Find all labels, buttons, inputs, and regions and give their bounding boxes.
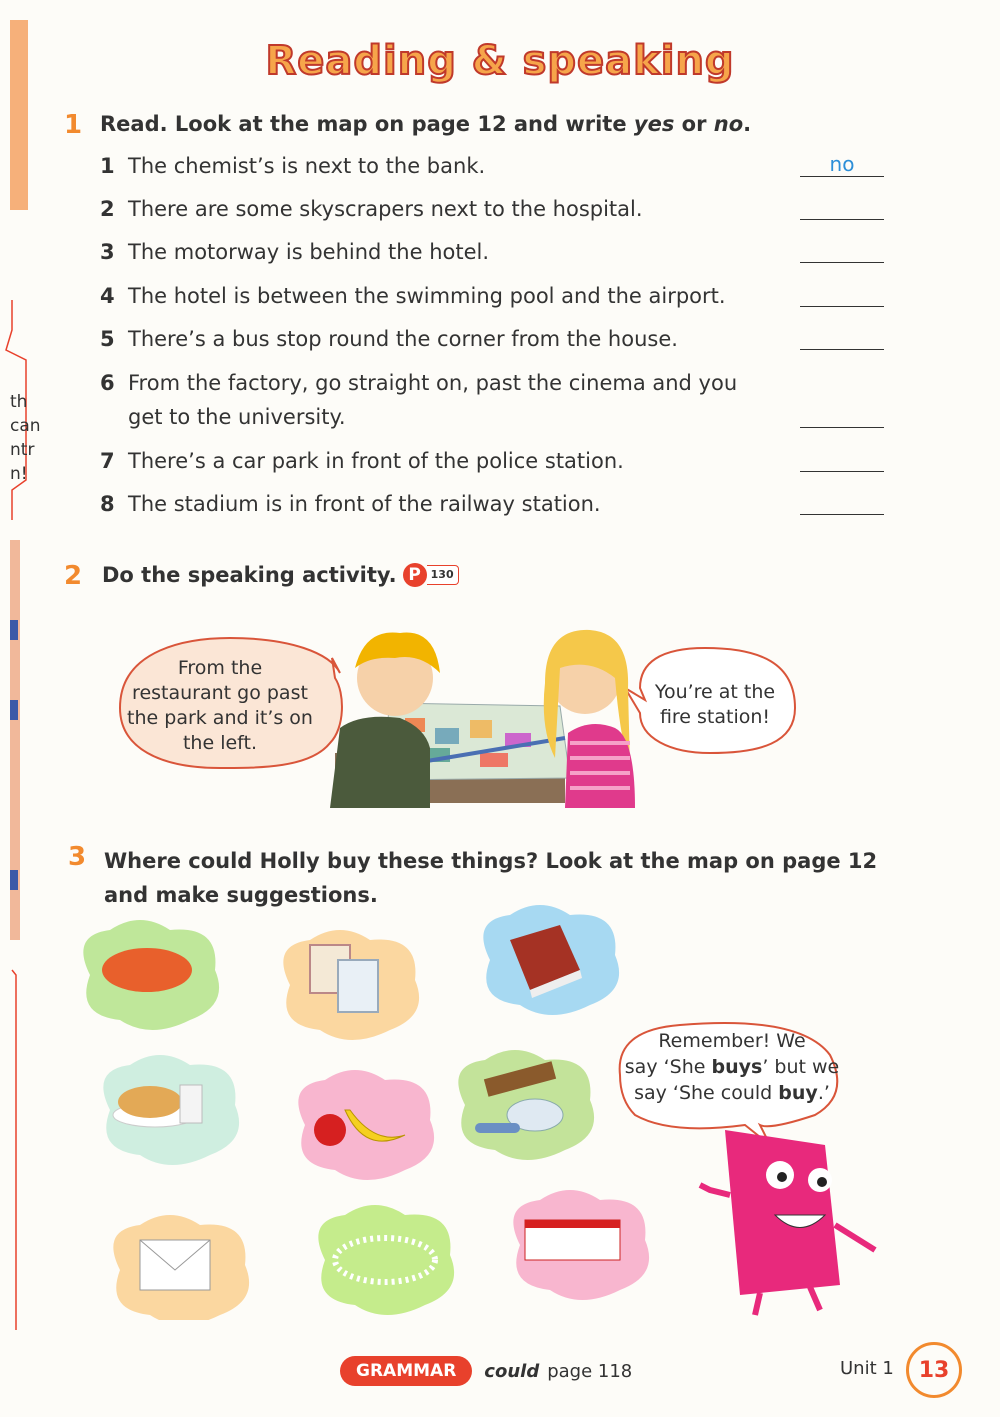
- instruction-line: and make suggestions.: [104, 883, 378, 907]
- item-text: There are some skyscrapers next to the hospital.: [128, 197, 643, 221]
- remember-line: Remember! We: [658, 1030, 806, 1052]
- item-number: 4: [100, 284, 115, 308]
- exercise-1-number: 1: [64, 110, 83, 140]
- bubble-line: You’re at the: [654, 681, 776, 703]
- left-margin-line: th: [10, 392, 28, 412]
- item-text: The stadium is in front of the railway station.: [128, 492, 601, 516]
- answer-field[interactable]: [800, 282, 884, 307]
- item-number: 8: [100, 492, 115, 516]
- item-comb-brush: [458, 1050, 594, 1160]
- remember-bubble: [622, 1028, 842, 1106]
- answer-field[interactable]: [800, 403, 884, 428]
- instruction-text: Do the speaking activity.: [102, 563, 397, 587]
- item-text: There’s a car park in front of the police station.: [128, 449, 624, 473]
- list-item: [100, 371, 737, 395]
- answer-field[interactable]: no: [800, 152, 884, 177]
- page-title: Reading & speaking: [265, 38, 735, 84]
- answer-field[interactable]: [800, 195, 884, 220]
- exercise-1-instruction: [100, 112, 751, 136]
- grammar-label: GRAMMAR: [340, 1356, 472, 1386]
- instruction-or: or: [674, 112, 714, 136]
- speech-bubble-right: [640, 680, 790, 730]
- item-number: 3: [100, 240, 115, 264]
- item-envelope: [113, 1215, 249, 1320]
- item-text: The motorway is behind the hotel.: [128, 240, 490, 264]
- item-text: There’s a bus stop round the corner from the house.: [128, 327, 678, 351]
- list-item: [100, 240, 489, 264]
- remember-text: say ‘She: [624, 1056, 712, 1078]
- list-item: [100, 154, 485, 178]
- left-margin-line: can: [10, 416, 41, 436]
- list-item: [100, 449, 624, 473]
- answer-field[interactable]: [800, 447, 884, 472]
- grammar-word: could: [484, 1360, 540, 1382]
- remember-bold: buys: [711, 1056, 763, 1078]
- list-item: [100, 197, 643, 221]
- bubble-line: fire station!: [659, 706, 771, 728]
- item-text: The hotel is between the swimming pool and the airport.: [128, 284, 726, 308]
- page-reference-badge[interactable]: [403, 563, 459, 587]
- bubble-line: the left.: [182, 732, 258, 754]
- item-fruit: [298, 1070, 434, 1180]
- item-number: 2: [100, 197, 115, 221]
- left-margin-text: [10, 390, 41, 486]
- item-text: From the factory, go straight on, past the cinema and you: [128, 371, 738, 395]
- exercise-3-number: 3: [68, 842, 87, 872]
- bubble-line: the park and it’s on: [127, 707, 313, 729]
- left-page-edge: [0, 0, 30, 1413]
- item-number: 6: [100, 371, 115, 395]
- instruction-text: Read. Look at the map on page 12 and write: [100, 112, 634, 136]
- grammar-page: page 118: [547, 1360, 633, 1382]
- remember-text: say ‘She could: [634, 1082, 779, 1104]
- bubble-line: From the: [177, 657, 263, 679]
- item-stamps: [283, 930, 419, 1040]
- unit-label: Unit 1: [840, 1358, 894, 1379]
- exercise-2-instruction: [102, 563, 459, 587]
- item-book: [483, 905, 619, 1015]
- page-number: 13: [906, 1342, 962, 1398]
- item-number: 1: [100, 154, 115, 178]
- p-icon: P: [403, 563, 427, 587]
- instruction-no: no: [713, 112, 744, 136]
- grammar-reference[interactable]: [340, 1356, 632, 1386]
- list-item: [100, 492, 601, 516]
- item-text-continued: get to the university.: [128, 405, 346, 429]
- item-number: 5: [100, 327, 115, 351]
- bubble-line: restaurant go past: [132, 682, 308, 704]
- instruction-line: Where could Holly buy these things? Look at the map on page 12: [104, 849, 878, 873]
- item-sandwich-milk: [103, 1055, 239, 1165]
- item-soap: [83, 920, 219, 1030]
- remember-bold: buy: [778, 1082, 818, 1104]
- remember-line: [622, 1054, 842, 1080]
- speech-bubble-left: [120, 656, 320, 756]
- remember-text: .’: [817, 1082, 830, 1104]
- shopping-items-grid: [60, 900, 660, 1320]
- answer-field[interactable]: [800, 325, 884, 350]
- instruction-end: .: [743, 112, 752, 136]
- left-page-edge-graphic: [0, 0, 40, 1413]
- exercise-2-number: 2: [64, 561, 83, 591]
- item-number: 7: [100, 449, 115, 473]
- answer-field[interactable]: [800, 238, 884, 263]
- item-necklace: [318, 1205, 454, 1315]
- answer-field[interactable]: [800, 490, 884, 515]
- page-reference-number: 130: [427, 565, 459, 585]
- list-item: [100, 284, 726, 308]
- remember-text: ’ but we: [762, 1056, 840, 1078]
- list-item: [100, 327, 678, 351]
- remember-line: [622, 1080, 842, 1106]
- left-margin-line: ntr: [10, 440, 35, 460]
- left-margin-line: n!: [10, 464, 28, 484]
- item-text: The chemist’s is next to the bank.: [128, 154, 486, 178]
- instruction-yes: yes: [633, 112, 675, 136]
